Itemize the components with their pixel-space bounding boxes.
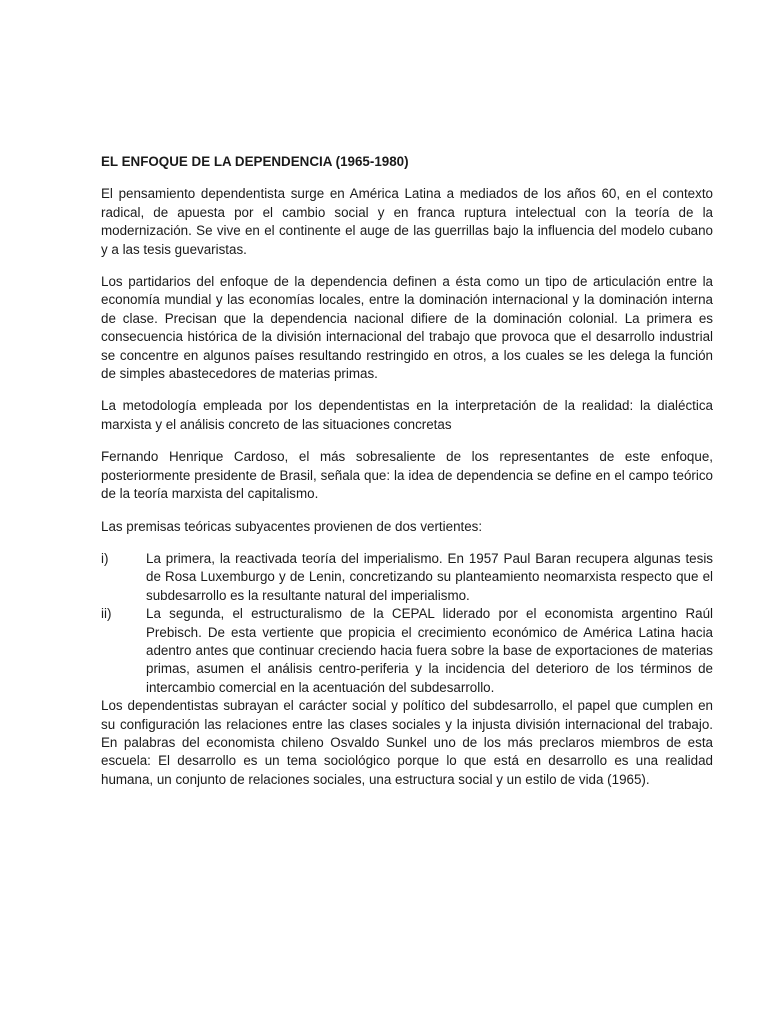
paragraph-premises: Las premisas teóricas subyacentes provienen de dos vertientes:: [101, 518, 483, 534]
list-marker: ii): [101, 606, 112, 622]
document-page: [101, 153, 713, 803]
document-title: EL ENFOQUE DE LA DEPENDENCIA (1965-1980): [101, 154, 409, 169]
paragraph-methodology: La metodología empleada por los dependentistas en la interpretación de la realidad: la dialéctica marxista y el análisis concreto de las situaciones concretas: [101, 398, 713, 432]
paragraph-closing: Los dependentistas subrayan el carácter social y político del subdesarrollo, el papel que cumplen en su configuración las relaciones entre las clases sociales y la injusta división internacional del trabajo. En palabras del economista chileno Osvaldo Sunkel uno de los más preclaros miembros de esta escuela: El desarrollo es un tema sociológico porque lo que está en desarrollo es una realidad humana, un conjunto de relaciones sociales, una estructura social y un estilo de vida (1965).: [101, 698, 713, 787]
list-marker: i): [101, 550, 109, 566]
paragraph-cardoso: Fernando Henrique Cardoso, el más sobresaliente de los representantes de este enfoque, posteriormente presidente de Brasil, señala que: la idea de dependencia se define en el campo teórico de la teoría marxista del capitalismo.: [101, 449, 713, 502]
premises-list: [101, 550, 713, 697]
list-item: [101, 550, 713, 605]
list-item-text: La primera, la reactivada teoría del imperialismo. En 1957 Paul Baran recupera algunas tesis de Rosa Luxemburgo y de Lenin, concretizando su planteamiento neomarxista respecto que el subdesarrollo es la resultante natural del imperialismo.: [146, 550, 713, 603]
list-item-text: La segunda, el estructuralismo de la CEPAL liderado por el economista argentino Raúl Prebisch. De esta vertiente que propicia el crecimiento económico de América Latina hacia adentro antes que continuar creciendo hacia fuera sobre la base de exportaciones de materias primas, asumen el análisis centro-periferia y la incidencia del deterioro de los términos de intercambio comercial en la acentuación del subdesarrollo.: [146, 606, 713, 695]
paragraph-definition: Los partidarios del enfoque de la dependencia definen a ésta como un tipo de articulación entre la economía mundial y las economías locales, entre la dominación internacional y la dominación interna de clase. Precisan que la dependencia nacional difiere de la dominación colonial. La primera es consecuencia histórica de la división internacional del trabajo que provoca que el desarrollo industrial se concentre en algunos países resultando restringido en otros, a los cuales se les delega la función de simples abastecedores de materias primas.: [101, 274, 713, 382]
list-item: [101, 605, 713, 697]
paragraph-intro: El pensamiento dependentista surge en América Latina a mediados de los años 60, en el contexto radical, de apuesta por el cambio social y en franca ruptura intelectual con la teoría de la modernización. Se vive en el continente el auge de las guerrillas bajo la influencia del modelo cubano y a las tesis guevaristas.: [101, 186, 713, 257]
